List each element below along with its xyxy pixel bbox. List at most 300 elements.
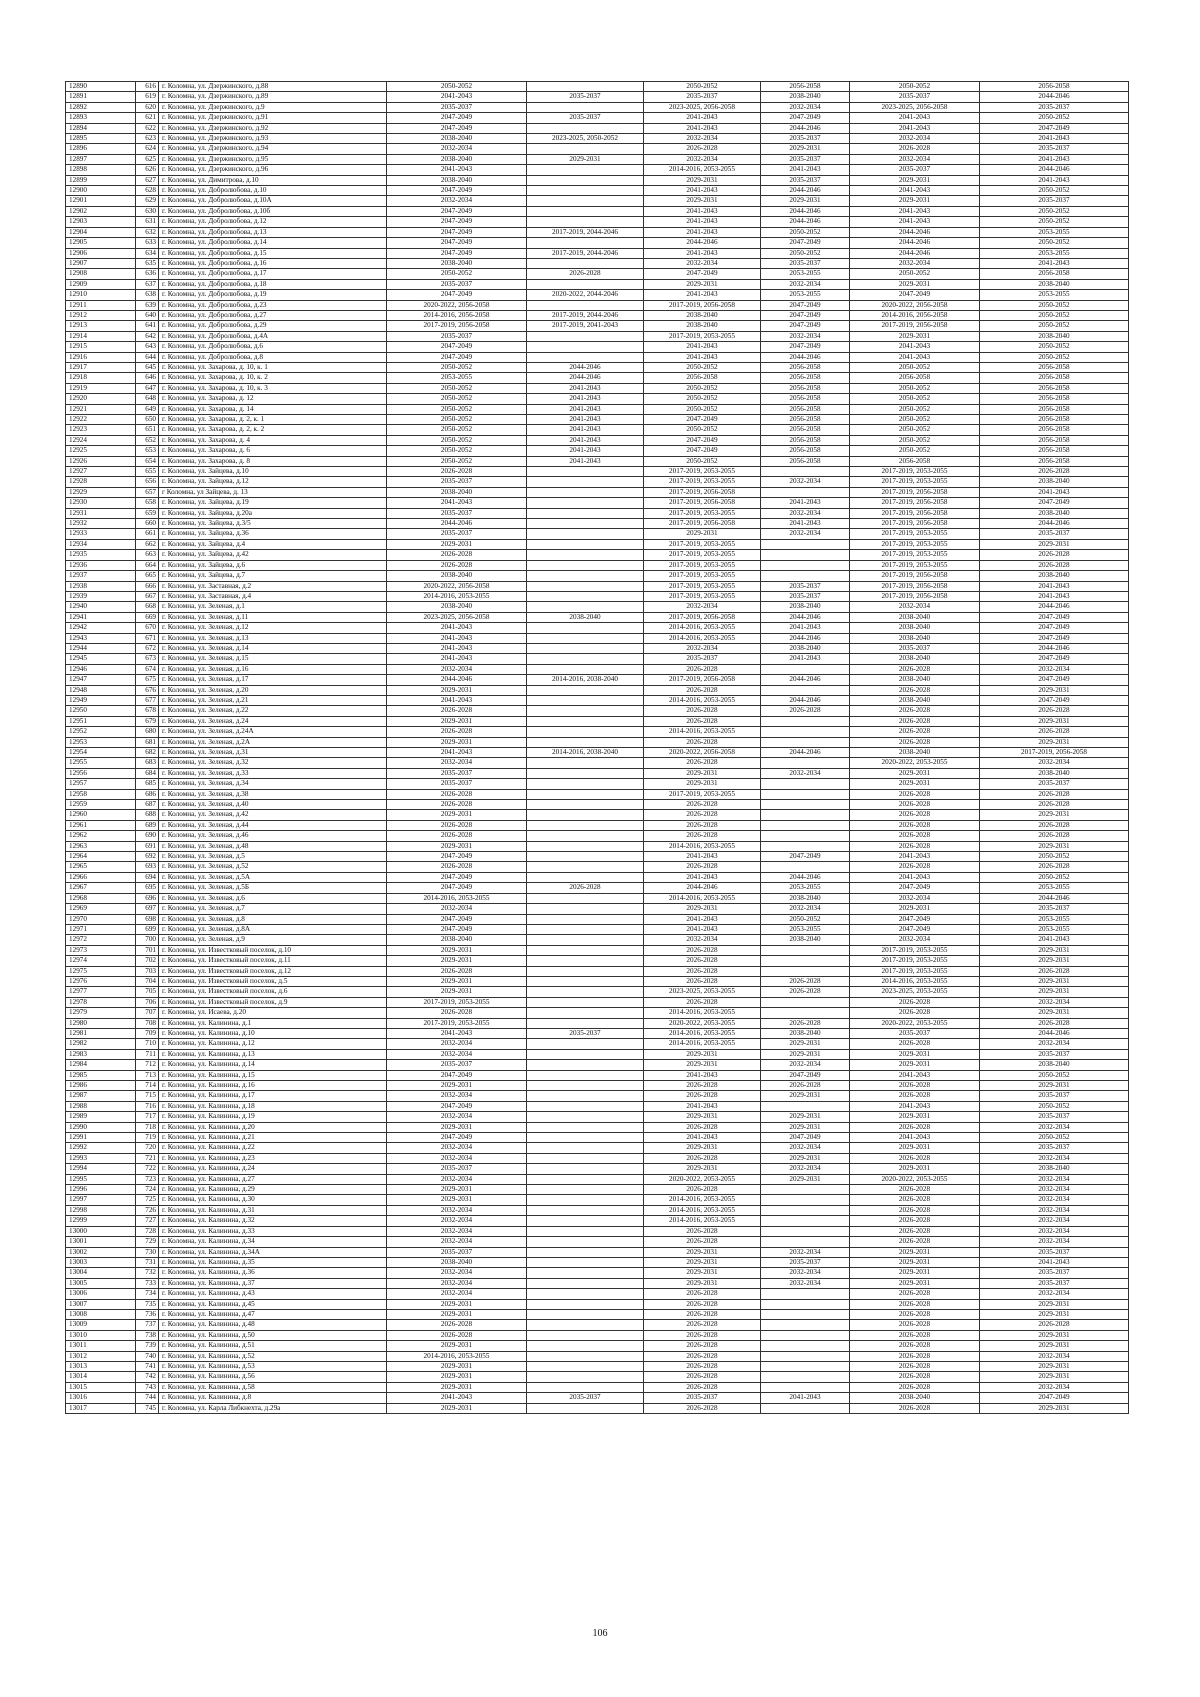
period-cell: 2044-2046 [644, 883, 761, 893]
period-cell: 2029-2031 [980, 841, 1129, 851]
period-cell: 2035-2037 [980, 1268, 1129, 1278]
address-cell: г. Коломна, ул. Калинина, д.30 [159, 1195, 387, 1205]
period-cell: 2017-2019, 2053-2055 [644, 550, 761, 560]
row-id-cell: 13002 [66, 1247, 136, 1257]
address-cell: г. Коломна, ул. Калинина, д.31 [159, 1205, 387, 1215]
table-row [66, 477, 1129, 487]
period-cell: 2041-2043 [980, 154, 1129, 164]
table-row [66, 831, 1129, 841]
period-cell: 2050-2052 [980, 342, 1129, 352]
row-number-cell: 651 [136, 425, 159, 435]
period-cell: 2050-2052 [980, 1133, 1129, 1143]
row-id-cell: 12912 [66, 310, 136, 320]
row-number-cell: 678 [136, 706, 159, 716]
period-cell [527, 1330, 644, 1340]
period-cell: 2029-2031 [527, 154, 644, 164]
period-cell: 2035-2037 [387, 508, 527, 518]
period-cell: 2050-2052 [850, 394, 980, 404]
address-cell: г. Коломна, ул. Известковый поселок, д.11 [159, 956, 387, 966]
period-cell [527, 789, 644, 799]
table-row [66, 748, 1129, 758]
period-cell [527, 1361, 644, 1371]
period-cell: 2026-2028 [850, 1320, 980, 1330]
row-number-cell: 664 [136, 560, 159, 570]
period-cell [527, 945, 644, 955]
row-id-cell: 12979 [66, 1008, 136, 1018]
period-cell: 2038-2040 [980, 508, 1129, 518]
period-cell: 2026-2028 [387, 820, 527, 830]
period-cell: 2044-2046 [761, 186, 850, 196]
period-cell: 2032-2034 [387, 1289, 527, 1299]
address-cell: г. Коломна, ул. Добролюбова, д.10 [159, 186, 387, 196]
table-row [66, 342, 1129, 352]
table-row [66, 1070, 1129, 1080]
period-cell [527, 196, 644, 206]
period-cell [527, 1372, 644, 1382]
period-cell: 2026-2028 [850, 727, 980, 737]
period-cell [527, 498, 644, 508]
period-cell [527, 1351, 644, 1361]
period-cell: 2041-2043 [850, 342, 980, 352]
period-cell: 2014-2016, 2053-2055 [644, 623, 761, 633]
period-cell: 2050-2052 [387, 415, 527, 425]
row-number-cell: 675 [136, 675, 159, 685]
address-cell: г. Коломна, ул. Зеленая, д.46 [159, 831, 387, 841]
table-row [66, 1361, 1129, 1371]
period-cell: 2014-2016, 2053-2055 [387, 893, 527, 903]
row-id-cell: 12898 [66, 165, 136, 175]
period-cell: 2038-2040 [761, 893, 850, 903]
period-cell: 2029-2031 [387, 1122, 527, 1132]
row-id-cell: 12900 [66, 186, 136, 196]
period-cell: 2029-2031 [644, 1278, 761, 1288]
period-cell: 2047-2049 [761, 300, 850, 310]
period-cell: 2041-2043 [644, 352, 761, 362]
period-cell: 2026-2028 [644, 1289, 761, 1299]
period-cell: 2032-2034 [387, 1091, 527, 1101]
period-cell: 2017-2019, 2056-2058 [850, 581, 980, 591]
period-cell: 2056-2058 [850, 456, 980, 466]
period-cell: 2041-2043 [980, 175, 1129, 185]
period-cell [527, 779, 644, 789]
period-cell: 2032-2034 [387, 1039, 527, 1049]
table-row [66, 217, 1129, 227]
table-row [66, 435, 1129, 445]
row-number-cell: 670 [136, 623, 159, 633]
row-id-cell: 12952 [66, 727, 136, 737]
period-cell [527, 1122, 644, 1132]
period-cell: 2026-2028 [850, 1372, 980, 1382]
row-number-cell: 648 [136, 394, 159, 404]
period-cell: 2026-2028 [644, 1081, 761, 1091]
period-cell: 2026-2028 [980, 789, 1129, 799]
period-cell: 2041-2043 [387, 748, 527, 758]
period-cell: 2032-2034 [980, 1351, 1129, 1361]
period-cell: 2056-2058 [980, 404, 1129, 414]
period-cell: 2017-2019, 2056-2058 [850, 519, 980, 529]
period-cell: 2041-2043 [980, 134, 1129, 144]
address-cell: г. Коломна, ул. Захарова, д. 8 [159, 456, 387, 466]
period-cell: 2032-2034 [980, 664, 1129, 674]
address-cell: г. Коломна, ул. Добролюбова, д.6 [159, 342, 387, 352]
period-cell [527, 175, 644, 185]
address-cell: г. Коломна, ул. Зайцева, д.36 [159, 529, 387, 539]
period-cell: 2050-2052 [644, 82, 761, 92]
period-cell: 2029-2031 [387, 976, 527, 986]
row-number-cell: 697 [136, 904, 159, 914]
period-cell [527, 1081, 644, 1091]
period-cell: 2047-2049 [387, 1101, 527, 1111]
period-cell: 2035-2037 [980, 1247, 1129, 1257]
row-id-cell: 12980 [66, 1018, 136, 1028]
period-cell: 2047-2049 [644, 435, 761, 445]
table-row [66, 685, 1129, 695]
row-number-cell: 658 [136, 498, 159, 508]
period-cell: 2029-2031 [644, 196, 761, 206]
period-cell: 2044-2046 [850, 248, 980, 258]
address-cell: г. Коломна, ул. Калинина, д.22 [159, 1143, 387, 1153]
address-cell: г. Коломна, ул. Зеленая, д.24 [159, 716, 387, 726]
period-cell: 2017-2019, 2053-2055 [850, 550, 980, 560]
period-cell: 2047-2049 [761, 321, 850, 331]
period-cell: 2029-2031 [644, 1164, 761, 1174]
period-cell: 2047-2049 [387, 1070, 527, 1080]
address-cell: г. Коломна, ул. Калинина, д.18 [159, 1101, 387, 1111]
period-cell: 2029-2031 [644, 1143, 761, 1153]
period-cell: 2029-2031 [980, 1008, 1129, 1018]
period-cell [527, 1133, 644, 1143]
period-cell: 2050-2052 [980, 206, 1129, 216]
table-row [66, 1226, 1129, 1236]
period-cell: 2035-2037 [980, 1278, 1129, 1288]
period-cell [761, 1361, 850, 1371]
table-row [66, 904, 1129, 914]
period-cell: 2056-2058 [761, 82, 850, 92]
period-cell: 2026-2028 [644, 1185, 761, 1195]
period-cell: 2026-2028 [644, 810, 761, 820]
table-row [66, 1060, 1129, 1070]
period-cell: 2050-2052 [387, 394, 527, 404]
row-number-cell: 652 [136, 435, 159, 445]
row-number-cell: 644 [136, 352, 159, 362]
row-number-cell: 659 [136, 508, 159, 518]
row-number-cell: 712 [136, 1060, 159, 1070]
period-cell: 2029-2031 [387, 1382, 527, 1392]
period-cell: 2029-2031 [850, 1257, 980, 1267]
period-cell: 2050-2052 [644, 425, 761, 435]
period-cell: 2026-2028 [644, 956, 761, 966]
address-cell: г. Коломна, ул. Зеленая, д.33 [159, 768, 387, 778]
period-cell [527, 1185, 644, 1195]
address-cell: г. Коломна, ул. Зеленая, д.22 [159, 706, 387, 716]
address-cell: г. Коломна, ул. Зеленая, д.31 [159, 748, 387, 758]
period-cell: 2017-2019, 2056-2058 [850, 498, 980, 508]
row-id-cell: 12908 [66, 269, 136, 279]
period-cell [527, 924, 644, 934]
period-cell [761, 1309, 850, 1319]
period-cell: 2020-2022, 2053-2055 [850, 1174, 980, 1184]
period-cell: 2017-2019, 2044-2046 [527, 310, 644, 320]
row-id-cell: 12934 [66, 539, 136, 549]
table-row [66, 1143, 1129, 1153]
period-cell: 2041-2043 [980, 581, 1129, 591]
row-id-cell: 12956 [66, 768, 136, 778]
period-cell: 2047-2049 [387, 852, 527, 862]
row-number-cell: 632 [136, 227, 159, 237]
row-id-cell: 12950 [66, 706, 136, 716]
period-cell: 2032-2034 [387, 1226, 527, 1236]
row-number-cell: 704 [136, 976, 159, 986]
period-cell: 2032-2034 [850, 602, 980, 612]
period-cell: 2026-2028 [850, 1091, 980, 1101]
period-cell: 2041-2043 [761, 623, 850, 633]
address-cell: г. Коломна, ул. Калинина, д.10 [159, 1028, 387, 1038]
period-cell: 2029-2031 [980, 956, 1129, 966]
period-cell: 2041-2043 [980, 1257, 1129, 1267]
period-cell: 2047-2049 [387, 217, 527, 227]
period-cell [527, 727, 644, 737]
period-cell: 2029-2031 [644, 175, 761, 185]
period-cell: 2041-2043 [527, 435, 644, 445]
period-cell: 2035-2037 [850, 165, 980, 175]
period-cell: 2029-2031 [850, 279, 980, 289]
period-cell: 2026-2028 [980, 800, 1129, 810]
period-cell: 2053-2055 [980, 248, 1129, 258]
period-cell: 2017-2019, 2056-2058 [644, 519, 761, 529]
period-cell: 2035-2037 [761, 581, 850, 591]
period-cell: 2026-2028 [644, 1309, 761, 1319]
period-cell: 2041-2043 [387, 92, 527, 102]
period-cell: 2056-2058 [980, 82, 1129, 92]
address-cell: г. Коломна, ул. Зеленая, д.8А [159, 924, 387, 934]
period-cell: 2035-2037 [980, 779, 1129, 789]
address-cell: г. Коломна, ул. Калинина, д.14 [159, 1060, 387, 1070]
row-id-cell: 12946 [66, 664, 136, 674]
row-number-cell: 641 [136, 321, 159, 331]
period-cell: 2026-2028 [387, 560, 527, 570]
row-id-cell: 13014 [66, 1372, 136, 1382]
row-id-cell: 12902 [66, 206, 136, 216]
period-cell: 2026-2028 [850, 1341, 980, 1351]
period-cell: 2050-2052 [850, 404, 980, 414]
period-cell: 2050-2052 [850, 362, 980, 372]
period-cell: 2032-2034 [644, 935, 761, 945]
period-cell [527, 904, 644, 914]
period-cell: 2038-2040 [850, 612, 980, 622]
address-cell: г. Коломна, ул. Зеленая, д.12 [159, 623, 387, 633]
period-cell: 2050-2052 [980, 1070, 1129, 1080]
address-cell: г. Коломна, ул. Зеленая, д.34 [159, 779, 387, 789]
period-cell: 2050-2052 [980, 217, 1129, 227]
period-cell: 2047-2049 [761, 1070, 850, 1080]
table-row [66, 810, 1129, 820]
period-cell: 2038-2040 [980, 571, 1129, 581]
period-cell: 2032-2034 [980, 1226, 1129, 1236]
row-id-cell: 12939 [66, 591, 136, 601]
period-cell [761, 841, 850, 851]
period-cell: 2026-2028 [644, 1382, 761, 1392]
row-id-cell: 12905 [66, 238, 136, 248]
period-cell [527, 872, 644, 882]
period-cell: 2032-2034 [387, 1049, 527, 1059]
period-cell: 2047-2049 [980, 123, 1129, 133]
period-cell: 2047-2049 [850, 924, 980, 934]
row-id-cell: 12943 [66, 633, 136, 643]
period-cell: 2056-2058 [980, 373, 1129, 383]
period-cell: 2053-2055 [980, 883, 1129, 893]
address-cell: г. Коломна, ул. Зеленая, д.6 [159, 893, 387, 903]
period-cell: 2050-2052 [850, 425, 980, 435]
table-row [66, 1372, 1129, 1382]
period-cell: 2047-2049 [387, 914, 527, 924]
table-row [66, 394, 1129, 404]
period-cell: 2026-2028 [527, 883, 644, 893]
period-cell: 2017-2019, 2056-2058 [850, 321, 980, 331]
period-cell [527, 862, 644, 872]
period-cell [527, 893, 644, 903]
period-cell: 2035-2037 [850, 92, 980, 102]
period-cell: 2026-2028 [850, 1299, 980, 1309]
row-number-cell: 698 [136, 914, 159, 924]
row-number-cell: 721 [136, 1153, 159, 1163]
period-cell: 2026-2028 [644, 831, 761, 841]
row-number-cell: 702 [136, 956, 159, 966]
period-cell [761, 966, 850, 976]
period-cell: 2038-2040 [387, 571, 527, 581]
period-cell: 2032-2034 [387, 1205, 527, 1215]
period-cell: 2050-2052 [980, 852, 1129, 862]
period-cell: 2044-2046 [850, 238, 980, 248]
row-id-cell: 12896 [66, 144, 136, 154]
table-row [66, 758, 1129, 768]
period-cell: 2026-2028 [387, 800, 527, 810]
period-cell: 2026-2028 [644, 1361, 761, 1371]
table-row [66, 310, 1129, 320]
address-cell: г. Коломна, ул. Калинина, д.21 [159, 1133, 387, 1143]
row-number-cell: 661 [136, 529, 159, 539]
table-row [66, 633, 1129, 643]
period-cell: 2014-2016, 2053-2055 [644, 695, 761, 705]
period-cell: 2041-2043 [644, 217, 761, 227]
period-cell: 2035-2037 [387, 768, 527, 778]
row-number-cell: 640 [136, 310, 159, 320]
period-cell [527, 1289, 644, 1299]
address-cell: г. Коломна, ул. Зеленая, д.44 [159, 820, 387, 830]
row-number-cell: 683 [136, 758, 159, 768]
period-cell: 2020-2022, 2056-2058 [850, 300, 980, 310]
period-cell: 2014-2016, 2053-2055 [644, 1205, 761, 1215]
row-id-cell: 12913 [66, 321, 136, 331]
table-row [66, 1091, 1129, 1101]
row-id-cell: 12944 [66, 643, 136, 653]
period-cell [527, 1060, 644, 1070]
row-id-cell: 12919 [66, 383, 136, 393]
table-row [66, 290, 1129, 300]
period-cell: 2032-2034 [850, 134, 980, 144]
period-cell [527, 716, 644, 726]
row-number-cell: 660 [136, 519, 159, 529]
period-cell: 2047-2049 [387, 186, 527, 196]
period-cell [527, 519, 644, 529]
period-cell: 2026-2028 [387, 467, 527, 477]
period-cell: 2026-2028 [644, 976, 761, 986]
row-number-cell: 684 [136, 768, 159, 778]
period-cell: 2026-2028 [850, 1008, 980, 1018]
address-cell: г. Коломна, ул. Зеленая, д.40 [159, 800, 387, 810]
period-cell: 2026-2028 [644, 997, 761, 1007]
row-id-cell: 12929 [66, 487, 136, 497]
period-cell: 2050-2052 [850, 82, 980, 92]
row-id-cell: 12957 [66, 779, 136, 789]
period-cell [527, 1341, 644, 1351]
period-cell: 2050-2052 [850, 415, 980, 425]
period-cell: 2038-2040 [980, 477, 1129, 487]
period-cell: 2017-2019, 2056-2058 [850, 571, 980, 581]
period-cell: 2041-2043 [387, 1028, 527, 1038]
period-cell: 2026-2028 [644, 1341, 761, 1351]
period-cell: 2026-2028 [644, 1153, 761, 1163]
row-id-cell: 12998 [66, 1205, 136, 1215]
period-cell: 2038-2040 [980, 1164, 1129, 1174]
table-row [66, 1351, 1129, 1361]
period-cell: 2038-2040 [761, 643, 850, 653]
row-id-cell: 12910 [66, 290, 136, 300]
period-cell: 2035-2037 [980, 1112, 1129, 1122]
period-cell: 2017-2019, 2056-2058 [644, 498, 761, 508]
row-id-cell: 12986 [66, 1081, 136, 1091]
period-cell: 2014-2016, 2053-2055 [644, 633, 761, 643]
row-number-cell: 695 [136, 883, 159, 893]
address-cell: г. Коломна, ул. Зайцева, д.12 [159, 477, 387, 487]
table-row [66, 737, 1129, 747]
row-id-cell: 13013 [66, 1361, 136, 1371]
period-cell: 2050-2052 [850, 383, 980, 393]
address-cell: г. Коломна, ул. Калинина, д.48 [159, 1320, 387, 1330]
period-cell [527, 1018, 644, 1028]
period-cell: 2026-2028 [644, 1403, 761, 1413]
period-cell: 2014-2016, 2053-2055 [644, 1008, 761, 1018]
period-cell: 2032-2034 [644, 154, 761, 164]
table-row [66, 1153, 1129, 1163]
row-number-cell: 705 [136, 987, 159, 997]
period-cell: 2056-2058 [761, 373, 850, 383]
period-cell: 2026-2028 [644, 1237, 761, 1247]
address-cell: г. Коломна, ул. Зайцева, д.19 [159, 498, 387, 508]
row-id-cell: 12924 [66, 435, 136, 445]
address-cell: г. Коломна, ул. Захарова, д. 10, к. 2 [159, 373, 387, 383]
period-cell [527, 467, 644, 477]
row-id-cell: 12976 [66, 976, 136, 986]
row-number-cell: 676 [136, 685, 159, 695]
period-cell: 2026-2028 [850, 789, 980, 799]
table-row [66, 571, 1129, 581]
address-cell: г. Коломна, ул. Калинина, д.58 [159, 1382, 387, 1392]
address-cell: г. Коломна, ул. Калинина, д.19 [159, 1112, 387, 1122]
period-cell: 2041-2043 [850, 113, 980, 123]
period-cell: 2041-2043 [527, 394, 644, 404]
row-id-cell: 12904 [66, 227, 136, 237]
period-cell: 2017-2019, 2056-2058 [980, 748, 1129, 758]
period-cell [527, 1237, 644, 1247]
period-cell: 2056-2058 [761, 435, 850, 445]
row-number-cell: 646 [136, 373, 159, 383]
period-cell: 2026-2028 [850, 1185, 980, 1195]
period-cell [527, 654, 644, 664]
row-id-cell: 12914 [66, 331, 136, 341]
period-cell: 2026-2028 [761, 1018, 850, 1028]
table-row [66, 1049, 1129, 1059]
period-cell: 2047-2049 [387, 113, 527, 123]
